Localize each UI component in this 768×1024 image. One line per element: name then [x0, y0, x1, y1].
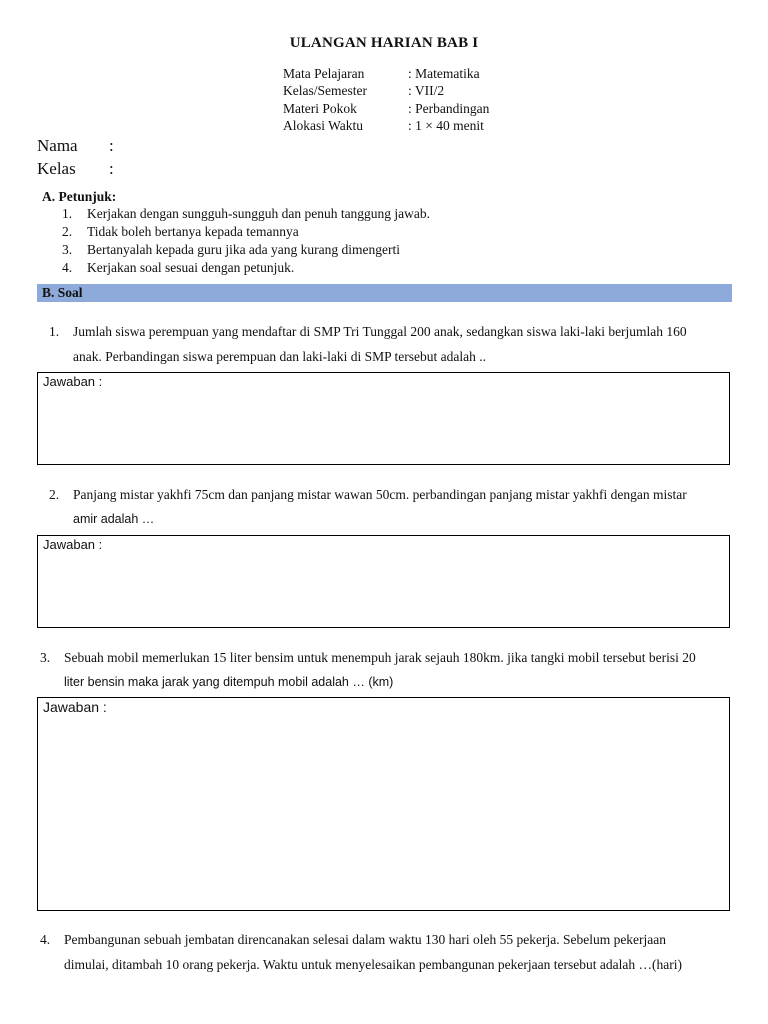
question-number: 2.: [49, 487, 60, 502]
name-colon: :: [109, 136, 114, 155]
class-colon: :: [109, 159, 114, 178]
instruction-number: 4.: [62, 260, 73, 275]
soal-section-bar: [37, 284, 732, 302]
page-title: ULANGAN HARIAN BAB I: [289, 35, 479, 51]
instructions-heading: A. Petunjuk:: [42, 189, 117, 204]
soal-heading: B. Soal: [42, 285, 83, 300]
instruction-text: Bertanyalah kepada guru jika ada yang kurang dimengerti: [87, 242, 401, 257]
question-text-line: Panjang mistar yakhfi 75cm dan panjang mistar wawan 50cm. perbandingan panjang mistar yakhfi dengan mistar: [73, 487, 687, 502]
instruction-text: Kerjakan dengan sungguh-sungguh dan penuh tanggung jawab.: [87, 206, 431, 221]
answer-box-2[interactable]: [37, 535, 730, 628]
info-label: Mata Pelajaran: [283, 66, 365, 81]
question-text-line: Jumlah siswa perempuan yang mendaftar di SMP Tri Tunggal 200 anak, sedangkan siswa laki-laki berjumlah 160: [73, 324, 687, 339]
question-text-line: dimulai, ditambah 10 orang pekerja. Waktu untuk menyelesaikan pembangunan pekerjaan tersebut adalah …(hari): [64, 957, 682, 972]
answer-label: Jawaban :: [43, 537, 103, 552]
name-label: Nama: [37, 136, 78, 155]
instruction-text: Tidak boleh bertanya kepada temannya: [87, 224, 299, 239]
answer-box-3[interactable]: [37, 697, 730, 911]
info-label: Materi Pokok: [283, 101, 357, 116]
instruction-number: 2.: [62, 224, 73, 239]
question-text-line: amir adalah …: [73, 512, 155, 526]
info-label: Alokasi Waktu: [283, 118, 364, 133]
info-value: : Matematika: [408, 66, 480, 81]
info-value: : VII/2: [408, 83, 445, 98]
question-number: 1.: [49, 324, 60, 339]
answer-box-1[interactable]: [37, 372, 730, 465]
instruction-number: 1.: [62, 206, 73, 221]
instruction-text: Kerjakan soal sesuai dengan petunjuk.: [87, 260, 295, 275]
question-text-line: Sebuah mobil memerlukan 15 liter bensim untuk menempuh jarak sejauh 180km. jika tangki mobil tersebut berisi 20: [64, 650, 696, 665]
question-number: 4.: [40, 932, 51, 947]
class-label: Kelas: [37, 159, 76, 178]
question-text-line: anak. Perbandingan siswa perempuan dan laki-laki di SMP tersebut adalah ..: [73, 349, 487, 364]
question-number: 3.: [40, 650, 51, 665]
answer-label: Jawaban :: [43, 699, 107, 715]
info-value: : Perbandingan: [408, 101, 490, 116]
info-label: Kelas/Semester: [283, 83, 367, 98]
instruction-number: 3.: [62, 242, 73, 257]
question-text-line: liter bensin maka jarak yang ditempuh mobil adalah … (km): [64, 675, 394, 689]
info-value: : 1 × 40 menit: [408, 118, 484, 133]
answer-label: Jawaban :: [43, 374, 103, 389]
question-text-line: Pembangunan sebuah jembatan direncanakan selesai dalam waktu 130 hari oleh 55 pekerja. Sebelum pekerjaan: [64, 932, 667, 947]
